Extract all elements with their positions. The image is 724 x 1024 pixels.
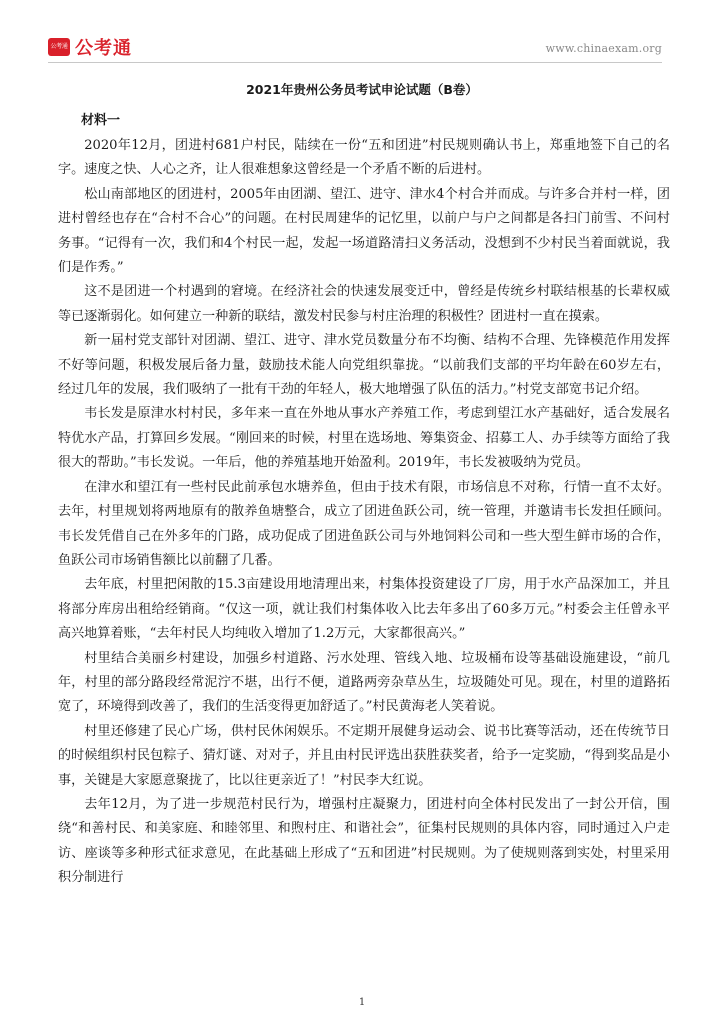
document-title: 2021年贵州公务员考试申论试题（B卷）	[246, 82, 478, 97]
paragraph: 新一届村党支部针对团湖、望江、进守、津水党员数量分布不均衡、结构不合理、先锋模范作用发挥不好等问题，积极发展后备力量，鼓励技术能人向党组织靠拢。“以前我们支部的平均年龄在60岁左右，经过几年的发展，我们吸纳了一批有干劲的年轻人，极大地增强了队伍的活力。”村党支部宽书记介绍。	[58, 333, 670, 398]
paragraph: 去年12月，为了进一步规范村民行为，增强村庄凝聚力，团进村向全体村民发出了一封公开信，围绕“和善村民、和美家庭、和睦邻里、和煦村庄、和谐社会”，征集村民规则的具体内容，同时通过入户走访、座谈等多种形式征求意见，在此基础上形成了“五和团进”村民规则。为了使规则落到实处，村里采用积分制进行	[58, 796, 670, 886]
paragraph: 去年底，村里把闲散的15.3亩建设用地清理出来，村集体投资建设了厂房，用于水产品深加工，并且将部分库房出租给经销商。“仅这一项，就让我们村集体收入比去年多出了60多万元。”村委会主任曾永平高兴地算着账，“去年村民人均纯收入增加了1.2万元，大家都很高兴。”	[58, 577, 670, 642]
paragraph: 韦长发是原津水村村民，多年来一直在外地从事水产养殖工作，考虑到望江水产基础好，适合发展名特优水产品，打算回乡发展。“刚回来的时候，村里在选场地、筹集资金、招募工人、办手续等方面给了我很大的帮助。”韦长发说。一年后，他的养殖基地开始盈利。2019年，韦长发被吸纳为党员。	[58, 406, 670, 471]
logo-badge-icon: 公考通	[48, 38, 70, 56]
site-url: www.chinaexam.org	[545, 42, 662, 55]
paragraph: 村里还修建了民心广场，供村民休闲娱乐。不定期开展健身运动会、说书比赛等活动，还在传统节日的时候组织村民包粽子、猜灯谜、对对子，并且由村民评选出获胜获奖者，给予一定奖励，“得到奖品是小事，关键是大家愿意聚拢了，比以往更亲近了！”村民李大红说。	[58, 723, 670, 788]
page-number: 1	[358, 997, 366, 1008]
paragraph: 这不是团进一个村遇到的窘境。在经济社会的快速发展变迁中，曾经是传统乡村联结根基的长辈权威等已逐渐弱化。如何建立一种新的联结，激发村民参与村庄治理的积极性？团进村一直在摸索。	[58, 284, 670, 324]
paragraph: 村里结合美丽乡村建设，加强乡村道路、污水处理、管线入地、垃圾桶布设等基础设施建设，“前几年，村里的部分路段经常泥泞不堪，出行不便，道路两旁杂草丛生，垃圾随处可见。现在，村里的道路拓宽了，环境得到改善了，我们的生活变得更加舒适了。”村民黄海老人笑着说。	[58, 650, 670, 715]
logo-text: 公考通	[75, 38, 132, 59]
page-header	[48, 30, 662, 60]
paragraph: 在津水和望江有一些村民此前承包水塘养鱼，但由于技术有限，市场信息不对称，行情一直不太好。去年，村里规划将两地原有的散养鱼塘整合，成立了团进鱼跃公司，统一管理，并邀请韦长发担任顾问。韦长发凭借自己在外多年的门路，成功促成了团进鱼跃公司与外地饲料公司和一些大型生鲜市场的合作，鱼跃公司市场销售额比以前翻了几番。	[58, 479, 670, 568]
brand-logo	[48, 34, 132, 60]
document-body	[58, 134, 670, 891]
paragraph: 2020年12月，团进村681户村民，陆续在一份“五和团进”村民规则确认书上，郑重地签下自己的名字。速度之快、人心之齐，让人很难想象这曾经是一个矛盾不断的后进村。	[58, 138, 670, 178]
header-divider	[48, 62, 662, 63]
paragraph: 松山南部地区的团进村，2005年由团湖、望江、进守、津水4个村合并而成。与许多合并村一样，团进村曾经也存在“合村不合心”的问题。在村民周建华的记忆里，以前户与户之间都是各扫门前雪、不问村务事。“记得有一次，我们和4个村民一起，发起一场道路清扫义务活动，没想到不少村民当着面就说，我们是作秀。”	[58, 186, 670, 276]
section-heading: 材料一	[81, 113, 121, 128]
